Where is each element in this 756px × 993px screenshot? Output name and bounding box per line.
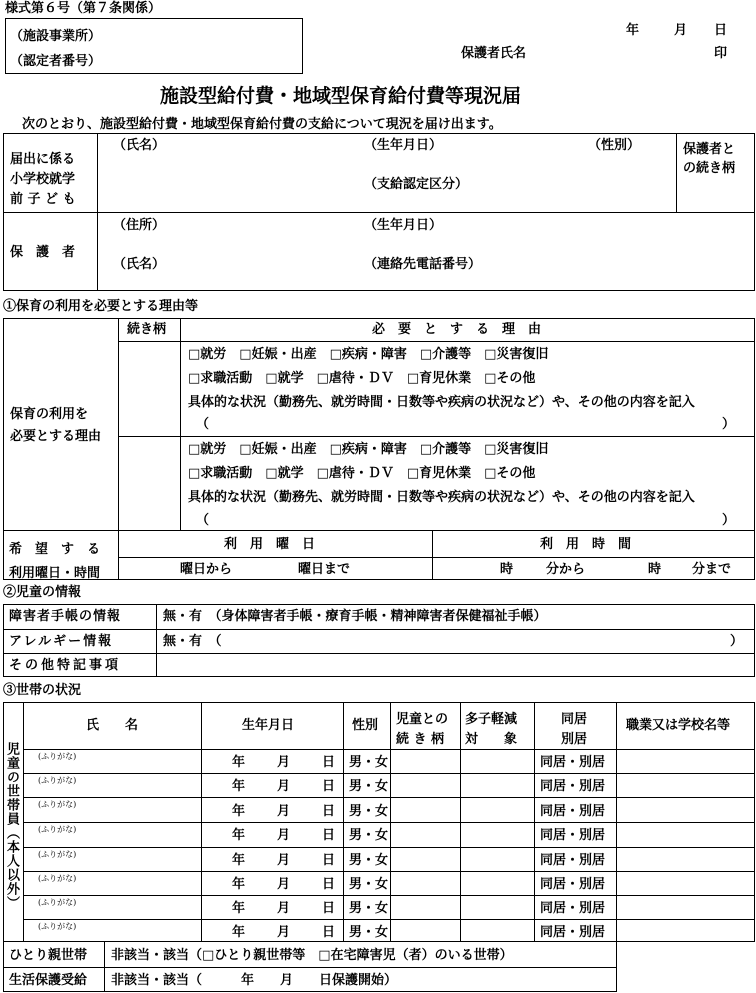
time-hour-to: 時 [648, 562, 662, 577]
reason-header: 必 要 と す る 理 由 [372, 322, 542, 337]
days-from: 曜日から [180, 562, 233, 577]
disability-value[interactable]: 無・有 （身体障害者手帳・療育手帳・精神障害者保健福祉手帳） [163, 609, 547, 624]
reason-checkboxes-2a[interactable]: □就労 □妊娠・出産 □疾病・障害 □介護等 □災害復旧 [188, 442, 549, 457]
time-hour-from: 時 [500, 562, 514, 577]
welfare-value[interactable]: 非該当・該当（ 年 月 日保護開始） [111, 973, 398, 988]
col-birth-header: 生年月日 [242, 718, 295, 733]
reason-checkboxes-2b[interactable]: □求職活動 □就学 □虐待・ＤＶ □育児休業 □その他 [188, 466, 536, 481]
single-parent-value[interactable]: 非該当・該当（□ひとり親世帯等 □在宅障害児（者）のいる世帯） [111, 948, 513, 963]
reason-open-paren-1: （ [196, 417, 210, 432]
time-header: 利 用 時 間 [540, 537, 632, 552]
section1-heading: ①保育の利用を必要とする理由等 [3, 299, 199, 314]
allergy-close-paren: ） [730, 634, 744, 649]
welfare-label: 生活保護受給 [9, 973, 88, 988]
intro-text: 次のとおり、施設型給付費・地域型保育給付費の支給について現況を届け出ます。 [22, 117, 502, 132]
days-to: 曜日まで [298, 562, 351, 577]
col-cohabit-header: 同居 別居 [561, 712, 588, 747]
guardian-phone-label: （連絡先電話番号） [364, 257, 482, 272]
reason-detail-label-1: 具体的な状況（勤務先、就労時間・日数等や疾病の状況など）や、その他の内容を記入 [188, 395, 695, 410]
child-name-label: （氏名） [113, 138, 166, 153]
col-relation-header: 児童との 続 き 柄 [396, 712, 449, 747]
reason-row-label: 保育の利用を 必要とする理由 [10, 407, 102, 444]
date-month: 月 [674, 23, 688, 38]
household-side-label: 児童の世帯員（本人以外） [4, 742, 19, 910]
guardian-birth-label: （生年月日） [364, 218, 443, 233]
guardian-name-field-label: （氏名） [113, 257, 166, 272]
page-title: 施設型給付費・地域型保育給付費等現況届 [160, 85, 522, 107]
col-name-header: 氏 名 [86, 718, 139, 733]
cert-number-label: （認定者番号） [10, 54, 102, 69]
time-from: 分から [546, 562, 586, 577]
facility-label: （施設事業所） [10, 29, 102, 44]
reason-close-paren-2: ） [722, 513, 736, 528]
wish-label: 希 望 す る 利用曜日・時間 [9, 542, 101, 581]
section2-heading: ②児童の情報 [3, 585, 82, 600]
other-notes-label: その他特記事項 [9, 658, 122, 673]
reason-detail-label-2: 具体的な状況（勤務先、就労時間・日数等や疾病の状況など）や、その他の内容を記入 [188, 490, 695, 505]
reason-checkboxes-1a[interactable]: □就労 □妊娠・出産 □疾病・障害 □介護等 □災害復旧 [188, 347, 549, 362]
child-gender-label: （性別） [588, 138, 641, 153]
col-gender-header: 性別 [352, 718, 379, 733]
col-job-header: 職業又は学校名等 [626, 718, 731, 733]
child-birth-label: （生年月日） [364, 138, 443, 153]
allergy-value[interactable]: 無・有 （ [163, 634, 222, 649]
seal-mark: 印 [714, 46, 728, 61]
form-number: 様式第６号（第７条関係） [5, 1, 162, 16]
guardian-address-label: （住所） [113, 218, 166, 233]
reason-open-paren-2: （ [196, 513, 210, 528]
date-day: 日 [714, 23, 728, 38]
single-parent-label: ひとり親世帯 [9, 948, 88, 963]
cert-class-label: （支給認定区分） [364, 177, 469, 192]
relation-header: 続き柄 [127, 322, 167, 337]
guardian-section-label: 保 護 者 [10, 245, 76, 260]
date-year: 年 [626, 23, 640, 38]
reason-close-paren-1: ） [722, 417, 736, 432]
section3-heading: ③世帯の状況 [3, 683, 82, 698]
relation-to-guardian-label: 保護者と の続き柄 [683, 142, 736, 176]
col-multichild-header: 多子軽減 対 象 [465, 712, 518, 747]
days-header: 利 用 曜 日 [224, 537, 316, 552]
time-to: 分まで [692, 562, 732, 577]
disability-label: 障害者手帳の情報 [9, 609, 122, 624]
reason-checkboxes-1b[interactable]: □求職活動 □就学 □虐待・ＤＶ □育児休業 □その他 [188, 371, 536, 386]
child-section-label: 届出に係る 小学校就学 前 子 ど も [10, 152, 76, 207]
allergy-label: アレルギー情報 [9, 634, 114, 649]
guardian-name-label: 保護者氏名 [461, 46, 527, 61]
